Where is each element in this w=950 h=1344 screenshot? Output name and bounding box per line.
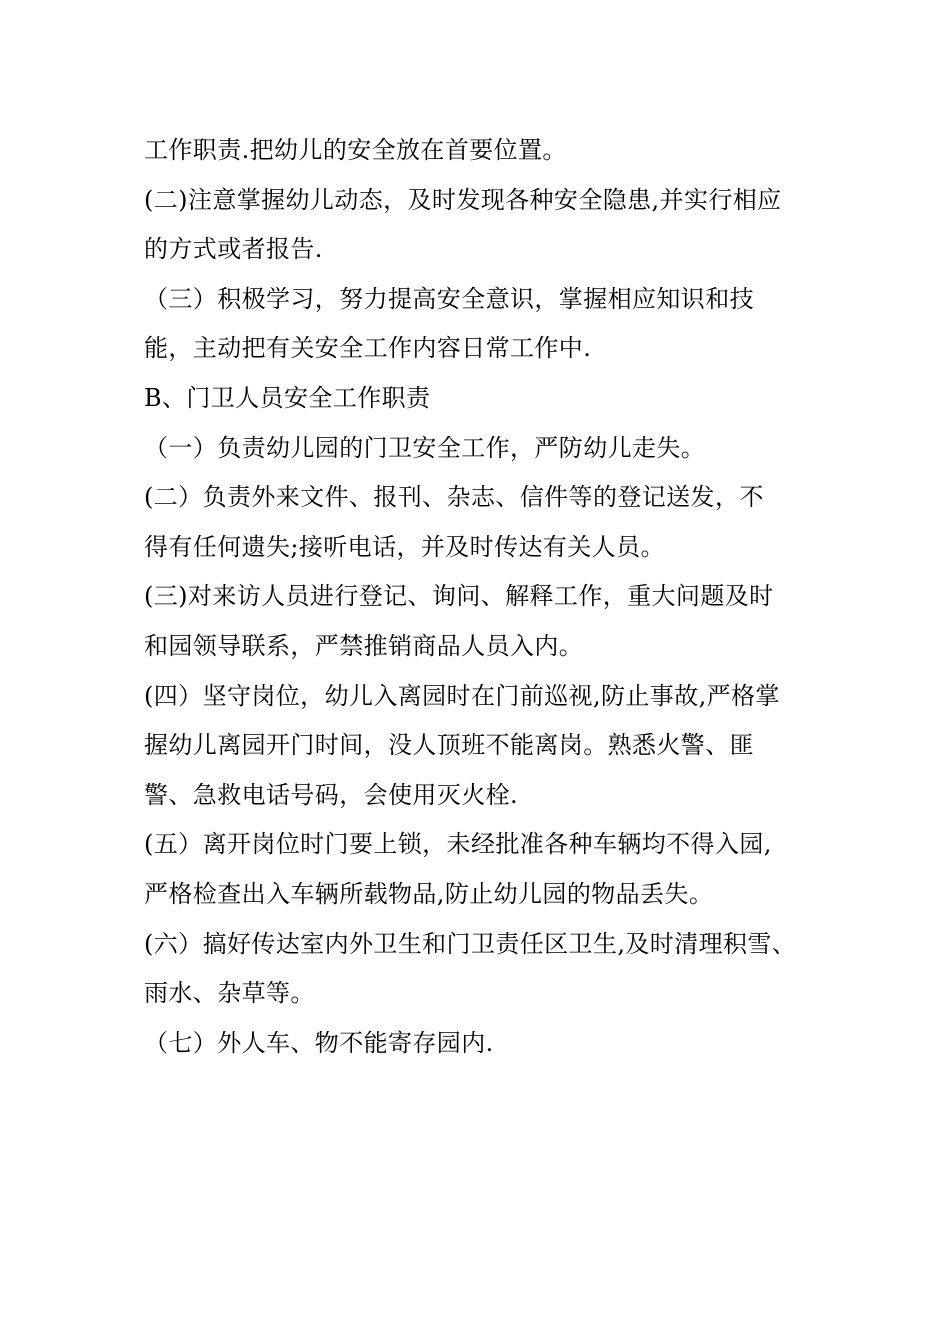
text-line: 的方式或者报告. xyxy=(144,235,323,264)
document-body xyxy=(144,126,834,1068)
text-line: 得有任何遗失;接听电话，并及时传达有关人员。 xyxy=(144,532,665,561)
text-line: （三）积极学习，努力提高安全意识，掌握相应知识和技 xyxy=(144,284,754,313)
text-line: 雨水、杂草等。 xyxy=(144,979,315,1008)
text-line: 严格检查出入车辆所载物品,防止幼儿园的物品丢失。 xyxy=(144,879,714,908)
text-line: 和园领导联系，严禁推销商品人员入内。 xyxy=(144,631,584,660)
text-line: (五）离开岗位时门要上锁，未经批准各种车辆均不得入园, xyxy=(144,830,772,859)
text-line: 握幼儿离园开门时间，没人顶班不能离岗。熟悉火警、匪 xyxy=(144,731,754,760)
text-line: 警、急救电话号码，会使用灭火栓. xyxy=(144,780,519,809)
text-line: (二)注意掌握幼儿动态，及时发现各种安全隐患,并实行相应 xyxy=(144,185,782,214)
text-line: (四）坚守岗位，幼儿入离园时在门前巡视,防止事故,严格掌 xyxy=(144,681,780,710)
text-line: 能，主动把有关安全工作内容日常工作中. xyxy=(144,334,592,363)
section-heading: B、门卫人员安全工作职责 xyxy=(144,383,431,412)
text-line: (六）搞好传达室内外卫生和门卫责任区卫生,及时清理积雪、 xyxy=(144,929,797,958)
text-line: （一）负责幼儿园的门卫安全工作，严防幼儿走失。 xyxy=(144,433,706,462)
text-line: (二）负责外来文件、报刊、杂志、信件等的登记送发，不 xyxy=(144,483,764,512)
text-line: 工作职责.把幼儿的安全放在首要位置。 xyxy=(144,136,567,164)
text-line: （七）外人车、物不能寄存园内. xyxy=(144,1028,494,1057)
text-line: (三)对来访人员进行登记、询问、解释工作，重大问题及时 xyxy=(144,582,774,611)
